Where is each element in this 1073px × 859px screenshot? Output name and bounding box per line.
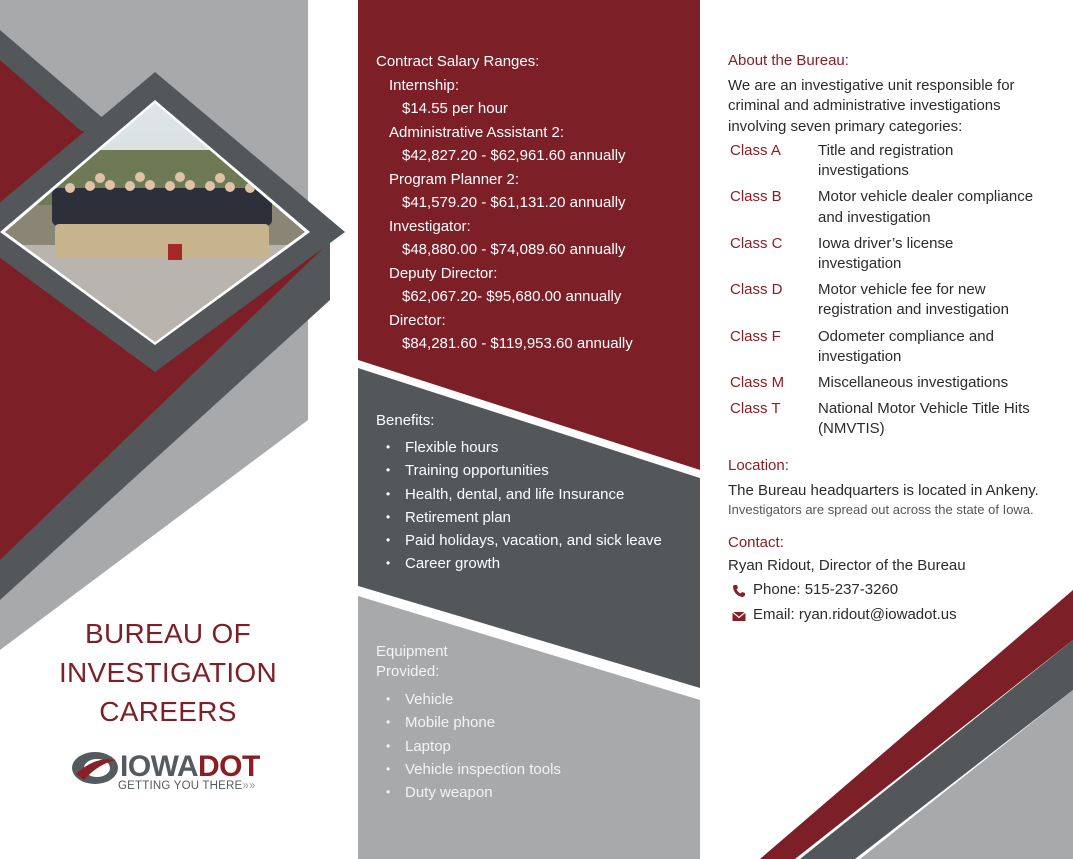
list-item: • Laptop: [376, 735, 561, 758]
salary-header: Contract Salary Ranges:: [376, 53, 540, 70]
salary-item: [376, 262, 633, 308]
class-row: [730, 373, 1070, 393]
salary-item: [376, 121, 633, 167]
contact-email[interactable]: Email: ryan.ridout@iowadot.us: [753, 605, 957, 623]
class-desc: National Motor Vehicle Title Hits (NMVTIS): [818, 400, 1030, 438]
iowadot-logo: [70, 750, 290, 800]
class-row: [730, 141, 1070, 181]
class-label: Class T: [730, 400, 781, 418]
class-desc: Odometer compliance and investigation: [818, 327, 994, 365]
page-title: [30, 614, 306, 731]
logo-dot: DOT: [198, 750, 260, 783]
salary-item: [376, 168, 633, 214]
class-desc: Title and registration investigations: [818, 142, 954, 180]
list-item: • Training opportunities: [376, 459, 662, 482]
salary-role: Program Planner 2:: [389, 171, 520, 188]
class-label: Class D: [730, 281, 783, 299]
salary-item: [376, 215, 633, 261]
class-row: [730, 187, 1070, 227]
logo-tagline-text: GETTING YOU THERE: [118, 780, 243, 792]
salary-amount: $48,880.00 - $74,089.60 annually: [402, 241, 626, 258]
contact-header: Contact:: [728, 534, 784, 551]
location-section: [728, 456, 1068, 519]
salary-role: Administrative Assistant 2:: [389, 124, 565, 141]
class-desc: Iowa driver’s license investigation: [818, 234, 954, 273]
salary-role: Internship:: [389, 77, 460, 94]
list-item: • Retirement plan: [376, 506, 662, 529]
class-desc: Miscellaneous investigations: [818, 374, 1009, 392]
right-panel: [700, 0, 1073, 859]
logo-tagline: [118, 780, 256, 792]
salary-section: [376, 50, 633, 356]
equipment-section: [376, 642, 561, 804]
benefits-header: Benefits:: [376, 412, 435, 429]
envelope-icon: [732, 611, 746, 623]
title-line-3: CAREERS: [99, 696, 237, 727]
team-photo: [0, 0, 358, 400]
phone-icon: [732, 584, 746, 598]
contact-phone: Phone: 515-237-3260: [753, 581, 899, 598]
class-label: Class M: [730, 374, 785, 392]
salary-role: Investigator:: [389, 218, 471, 235]
salary-item: [376, 309, 633, 355]
class-row: [730, 399, 1070, 439]
salary-role: Director:: [389, 312, 446, 329]
salary-role: Deputy Director:: [389, 265, 498, 282]
list-item: • Duty weapon: [376, 781, 561, 804]
equipment-header-line-1: Equipment: [376, 643, 448, 660]
salary-amount: $14.55 per hour: [402, 100, 508, 117]
list-item: • Vehicle inspection tools: [376, 758, 561, 781]
middle-panel: [358, 0, 700, 859]
class-label: Class C: [730, 234, 783, 252]
about-body: We are an investigative unit responsible for criminal and administrative investigations involving seven primary categories:: [728, 76, 1015, 135]
equipment-header: [376, 642, 561, 682]
equipment-list: [376, 688, 561, 804]
salary-amount: $62,067.20- $95,680.00 annually: [402, 288, 622, 305]
class-label: Class A: [730, 142, 781, 159]
benefits-list: [376, 436, 662, 576]
logo-iowa: IOWA: [120, 750, 198, 783]
class-row: [730, 234, 1070, 274]
salary-item: [376, 74, 633, 120]
class-list: [730, 141, 1070, 446]
logo-wordmark: [120, 750, 260, 784]
iowadot-swoosh-icon: [70, 750, 120, 786]
list-item: • Health, dental, and life Insurance: [376, 483, 662, 506]
list-item: • Flexible hours: [376, 436, 662, 459]
list-item: • Paid holidays, vacation, and sick leave: [376, 529, 662, 552]
class-row: [730, 280, 1070, 320]
location-note: Investigators are spread out across the state of Iowa.: [728, 502, 1034, 517]
about-section: [728, 51, 1068, 137]
title-line-1: BUREAU OF: [84, 618, 252, 649]
location-body: The Bureau headquarters is located in Ankeny.: [728, 481, 1039, 499]
class-label: Class F: [730, 327, 781, 345]
equipment-header-line-2: Provided:: [376, 663, 440, 680]
contact-name: Ryan Ridout, Director of the Bureau: [728, 556, 966, 574]
salary-amount: $41,579.20 - $61,131.20 annually: [402, 194, 626, 211]
class-label: Class B: [730, 188, 782, 206]
class-row: [730, 327, 1070, 367]
salary-amount: $84,281.60 - $119,953.60 annually: [402, 335, 633, 352]
benefits-section: [376, 409, 662, 576]
contact-section: [728, 533, 1068, 625]
contact-email-line: [728, 605, 1068, 626]
list-item: • Career growth: [376, 552, 662, 575]
class-desc: Motor vehicle fee for new registration and investigation: [818, 281, 1009, 319]
salary-amount: $42,827.20 - $62,961.60 annually: [402, 147, 626, 164]
list-item: • Vehicle: [376, 688, 561, 711]
title-line-2: INVESTIGATION: [58, 657, 278, 688]
class-desc: Motor vehicle dealer compliance and investigation: [818, 188, 1034, 226]
about-header: About the Bureau:: [728, 52, 849, 69]
logo-tagline-arrows: »»: [242, 780, 256, 792]
contact-phone-line: [728, 580, 1068, 601]
location-header: Location:: [728, 457, 789, 474]
left-panel: [0, 0, 358, 859]
list-item: • Mobile phone: [376, 711, 561, 734]
